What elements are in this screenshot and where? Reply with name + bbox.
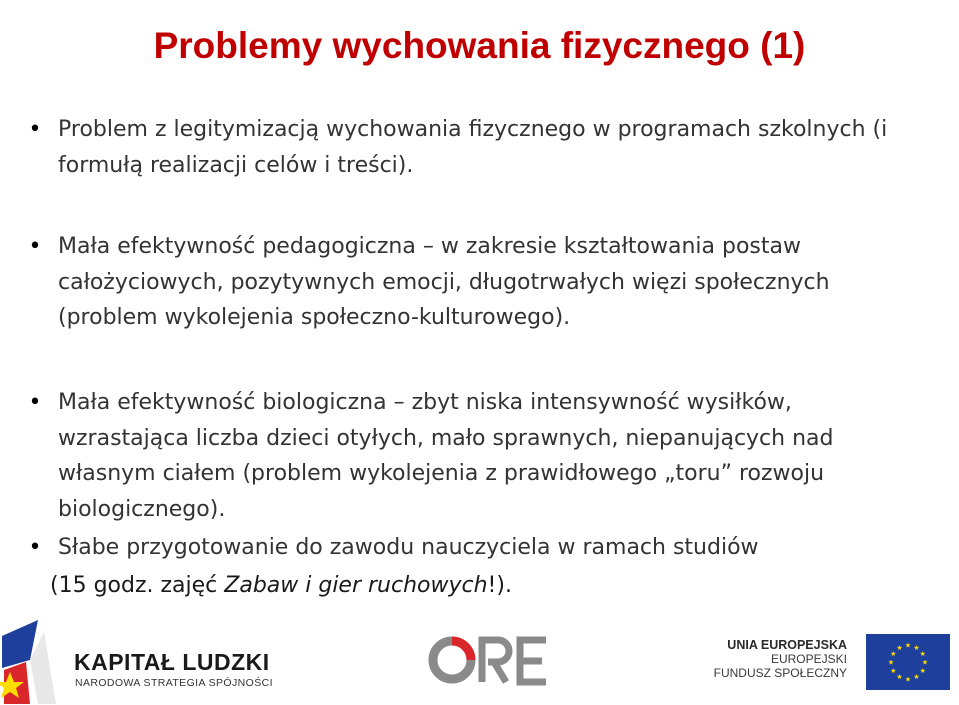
kapital-ludzki-title: KAPITAŁ LUDZKI (74, 649, 270, 675)
bullet-item-1 (28, 112, 908, 183)
eu-star-icon: ★ (904, 675, 912, 684)
bullet-line: własnym ciałem (problem wykolejenia z prawidłowego „toru” rozwoju (58, 461, 825, 486)
eu-star-icon: ★ (890, 667, 897, 675)
bullet-dot: • (28, 117, 42, 142)
bullet-line: biologicznego). (58, 496, 226, 522)
bullet-dot: • (28, 535, 42, 560)
eu-line-2: EUROPEJSKI (770, 652, 847, 666)
eu-star-icon: ★ (896, 673, 903, 682)
bullet-dot: • (28, 390, 42, 415)
kapital-ludzki-logo-icon (0, 618, 60, 704)
bullet-item-4 (28, 530, 908, 566)
continuation-prefix: (15 godz. zajęć (50, 573, 225, 598)
bullet-item-3 (28, 385, 908, 527)
continuation-suffix: !). (487, 573, 512, 598)
bullet-line: Słabe przygotowanie do zawodu nauczyciela w ramach studiów (58, 535, 759, 560)
eu-flag-icon (866, 634, 950, 690)
bullet-line: formułą realizacji celów i treści). (58, 152, 414, 178)
eu-star-icon: ★ (904, 641, 912, 650)
eu-star-icon: ★ (890, 650, 897, 658)
bullet-continuation (50, 568, 512, 604)
eu-star-icon: ★ (913, 673, 920, 682)
bullet-dot: • (28, 234, 42, 259)
eu-star-icon: ★ (896, 643, 903, 652)
continuation-italic: Zabaw i gier ruchowych (224, 573, 488, 598)
eu-line-3: FUNDUSZ SPOŁECZNY (713, 666, 847, 680)
bullet-line: Problem z legitymizacją wychowania fizycznego w programach szkolnych (i (58, 117, 888, 142)
bullet-line: całożyciowych, pozytywnych emocji, długotrwałych więzi społecznych (58, 269, 830, 295)
slide-title: Problemy wychowania fizycznego (1) (153, 25, 806, 66)
eu-star-icon: ★ (919, 667, 926, 675)
eu-fund-text (714, 638, 847, 680)
eu-star-icon: ★ (919, 650, 926, 658)
bullet-line: (problem wykolejenia społeczno-kulturowego). (58, 305, 571, 330)
bullet-line: Mała efektywność pedagogiczna – w zakresie kształtowania postaw (58, 234, 801, 259)
eu-star-icon: ★ (913, 643, 920, 652)
bullet-item-2 (28, 229, 908, 336)
eu-star-icon: ★ (887, 658, 895, 667)
ore-logo-icon (428, 634, 554, 686)
kapital-ludzki-subtitle: NARODOWA STRATEGIA SPÓJNOŚCI (75, 677, 273, 689)
bullet-line: wzrastająca liczba dzieci otyłych, mało sprawnych, niepanujących nad (58, 425, 834, 451)
bullet-line: Mała efektywność biologiczna – zbyt niska intensywność wysiłków, (58, 390, 792, 415)
footer-logos (0, 612, 959, 705)
eu-star-icon: ★ (921, 658, 929, 667)
eu-line-1: UNIA EUROPEJSKA (727, 638, 847, 652)
